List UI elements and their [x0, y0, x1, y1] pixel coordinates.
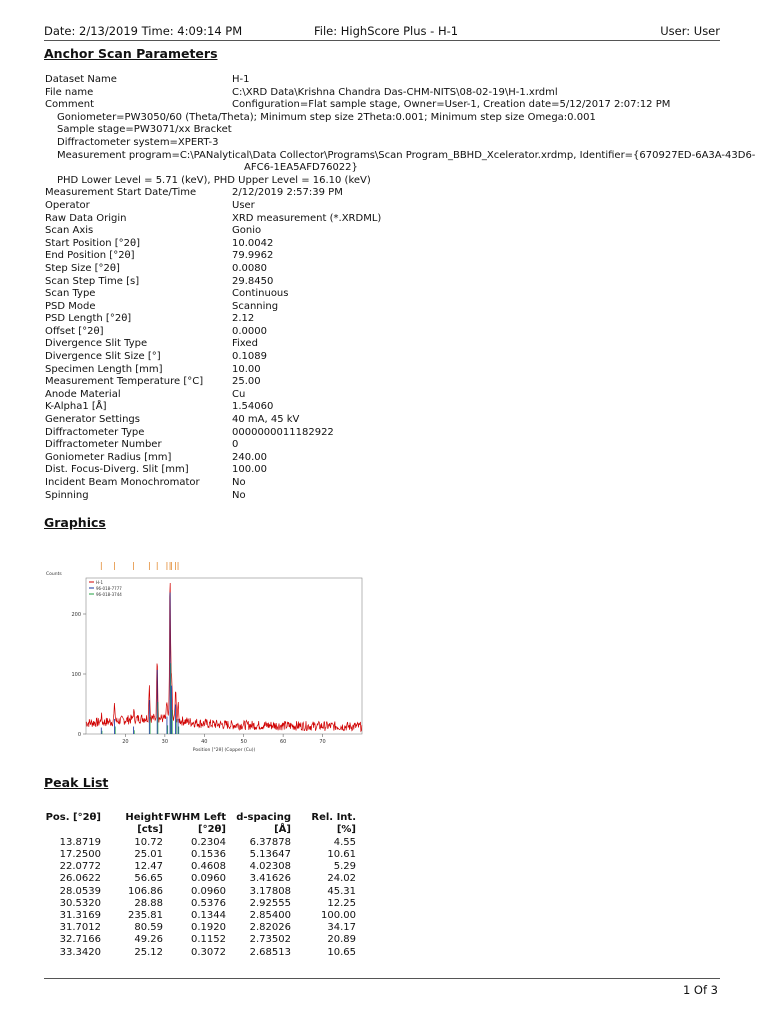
param-row [45, 276, 725, 289]
param-value: Scanning [232, 300, 279, 312]
peak-cell: 0.1920 [191, 922, 226, 934]
param-value: 25.00 [232, 376, 261, 388]
peak-cell: 0.1344 [191, 910, 226, 922]
page-number: 1 Of 3 [682, 983, 718, 997]
header-user: User: User [660, 24, 720, 38]
y-tick-label: 200 [71, 612, 81, 618]
comment-line: Measurement program=C:\PANalytical\Data Collector\Programs\Scan Program_BBHD_Xcelerator.xrdmp, Identifier={670927ED-6A3A-43D6- [57, 149, 756, 161]
peak-list [40, 812, 356, 959]
param-value: 10.0042 [232, 237, 274, 249]
param-row [45, 477, 725, 490]
param-key: Dist. Focus-Diverg. Slit [mm] [45, 464, 189, 476]
param-key: File name [45, 86, 94, 98]
comment-lines [45, 111, 756, 188]
peak-cell: 10.72 [134, 836, 163, 848]
peak-cell: 0.4608 [191, 861, 226, 873]
x-axis-label: Position [°2θ] (Copper (Cu)) [192, 748, 256, 753]
peak-header-relint: Rel. Int. [%] [311, 812, 356, 836]
param-key: K-Alpha1 [Å] [45, 401, 107, 413]
peak-cell: 49.26 [134, 934, 163, 946]
param-value: Continuous [232, 288, 289, 300]
peak-cell: 33.3420 [59, 946, 101, 958]
page-header [44, 24, 720, 40]
peak-cell: 0.5376 [191, 897, 226, 909]
peak-cell: 25.01 [134, 849, 163, 861]
param-value: 2/12/2019 2:57:39 PM [232, 187, 343, 199]
param-value: Configuration=Flat sample stage, Owner=User-1, Creation date=5/12/2017 2:07:12 PM [232, 99, 671, 111]
peak-cell: 32.7166 [59, 934, 101, 946]
peak-cell: 22.0772 [59, 861, 101, 873]
peak-row [40, 849, 356, 861]
peak-header-pos: Pos. [°2θ] [45, 812, 101, 823]
comment-line: PHD Lower Level = 5.71 (keV), PHD Upper Level = 16.10 (keV) [57, 174, 371, 186]
param-row [45, 427, 725, 440]
param-key: Divergence Slit Size [°] [45, 351, 161, 363]
param-row [45, 213, 725, 226]
peak-header-height: Height [cts] [125, 812, 163, 836]
param-value: 0000000011182922 [232, 426, 334, 438]
legend-label: H-1 [96, 580, 103, 585]
param-row [45, 364, 725, 377]
peak-cell: 10.65 [327, 946, 356, 958]
param-key: Divergence Slit Type [45, 338, 148, 350]
param-value: C:\XRD Data\Krishna Chandra Das-CHM-NITS\08-02-19\H-1.xrdml [232, 86, 558, 98]
param-key: Diffractometer Type [45, 426, 145, 438]
param-key: Measurement Start Date/Time [45, 187, 197, 199]
param-row [45, 74, 725, 87]
anchor-parameters [45, 74, 756, 502]
peak-cell: 31.3169 [59, 910, 101, 922]
peak-cell: 3.41626 [249, 873, 291, 885]
peak-cell: 13.8719 [59, 836, 101, 848]
peak-cell: 0.1536 [191, 849, 226, 861]
xrd-chart-svg [44, 560, 374, 760]
param-row [45, 250, 725, 263]
peak-cell: 28.0539 [59, 885, 101, 897]
header-file: File: HighScore Plus - H-1 [314, 24, 459, 38]
plot-frame [86, 578, 362, 734]
x-tick-label: 60 [279, 739, 287, 745]
peak-table [40, 812, 356, 959]
param-key: Operator [45, 199, 90, 211]
param-row [45, 401, 725, 414]
peak-cell: 80.59 [134, 922, 163, 934]
peak-cell: 2.85400 [249, 910, 291, 922]
peak-cell: 6.37878 [249, 836, 291, 848]
param-value: Fixed [232, 338, 258, 350]
section-anchor-title: Anchor Scan Parameters [44, 46, 218, 61]
peak-cell: 28.88 [134, 897, 163, 909]
x-tick-label: 70 [319, 739, 326, 745]
peak-cell: 10.61 [327, 849, 356, 861]
param-row [45, 238, 725, 251]
param-value: 1.54060 [232, 401, 274, 413]
y-tick-label: 0 [77, 732, 81, 738]
section-peaks-title: Peak List [44, 775, 109, 790]
param-key: PSD Mode [45, 300, 96, 312]
param-key: Specimen Length [mm] [45, 363, 163, 375]
param-row [45, 490, 725, 503]
peak-header-fwhm: FWHM Left [°2θ] [164, 812, 226, 836]
param-key: Raw Data Origin [45, 212, 127, 224]
param-key: Measurement Temperature [°C] [45, 376, 204, 388]
peak-cell: 12.47 [134, 861, 163, 873]
peak-cell: 4.02308 [249, 861, 291, 873]
peak-row [40, 922, 356, 934]
peak-cell: 25.12 [134, 946, 163, 958]
param-row [45, 389, 725, 402]
peak-cell: 0.2304 [191, 836, 226, 848]
param-key: Dataset Name [45, 74, 117, 85]
peak-cell: 5.29 [333, 861, 356, 873]
param-row [45, 225, 725, 238]
param-key: Anode Material [45, 388, 121, 400]
peak-cell: 2.73502 [249, 934, 291, 946]
peak-cell: 17.2500 [59, 849, 101, 861]
peak-cell: 4.55 [333, 836, 356, 848]
param-value: 0.1089 [232, 351, 267, 363]
peak-row [40, 934, 356, 946]
params-group-1 [45, 74, 725, 112]
header-rule [44, 40, 720, 41]
param-row [45, 452, 725, 465]
param-value: No [232, 477, 246, 488]
peak-header-dspacing: d-spacing [Å] [236, 812, 291, 836]
peak-header-row [40, 812, 356, 837]
params-group-2 [45, 187, 725, 502]
peak-table-body [40, 837, 356, 959]
param-key: Comment [45, 99, 94, 111]
peak-row [40, 873, 356, 885]
peak-cell: 56.65 [134, 873, 163, 885]
param-value: 240.00 [232, 451, 267, 463]
peak-cell: 26.0622 [59, 873, 101, 885]
peak-row [40, 837, 356, 849]
peak-cell: 30.5320 [59, 897, 101, 909]
param-value: XRD measurement (*.XRDML) [232, 212, 382, 224]
peak-cell: 0.0960 [191, 873, 226, 885]
param-row [45, 376, 725, 389]
peak-cell: 0.3072 [191, 946, 226, 958]
peak-cell: 12.25 [327, 897, 356, 909]
param-value: 29.8450 [232, 275, 274, 287]
x-tick-label: 50 [240, 739, 247, 745]
param-row [45, 326, 725, 339]
y-tick-label: 100 [71, 672, 81, 678]
param-value: Gonio [232, 225, 262, 237]
peak-row [40, 861, 356, 873]
param-row [45, 288, 725, 301]
y-axis-label: Counts [46, 572, 62, 577]
param-row [45, 313, 725, 326]
comment-line: Goniometer=PW3050/60 (Theta/Theta); Minimum step size 2Theta:0.001; Minimum step size Omega:0.001 [57, 111, 596, 123]
param-key: Incident Beam Monochromator [45, 477, 200, 488]
legend-label: 96-018-7777 [96, 586, 122, 591]
header-datetime: Date: 2/13/2019 Time: 4:09:14 PM [44, 24, 243, 38]
param-key: Generator Settings [45, 414, 140, 426]
param-row [45, 414, 725, 427]
param-row [45, 464, 725, 477]
param-row [45, 439, 725, 452]
param-row [45, 87, 725, 100]
param-row [45, 338, 725, 351]
section-graphics-title: Graphics [44, 515, 106, 530]
legend-label: 96-018-3744 [96, 592, 122, 597]
param-value: 100.00 [232, 464, 267, 476]
peak-cell: 2.68513 [249, 946, 291, 958]
param-value: 2.12 [232, 313, 255, 325]
param-value: No [232, 489, 246, 501]
param-key: Scan Axis [45, 225, 94, 237]
peak-cell: 106.86 [128, 885, 163, 897]
param-key: Scan Step Time [s] [45, 275, 140, 287]
param-key: PSD Length [°2θ] [45, 313, 132, 325]
param-key: Step Size [°2θ] [45, 262, 120, 274]
peak-cell: 3.17808 [249, 885, 291, 897]
peak-cell: 0.1152 [191, 934, 226, 946]
comment-line: AFC6-1EA5AFD76022} [244, 162, 358, 174]
comment-line: Sample stage=PW3071/xx Bracket [57, 124, 232, 136]
param-key: Start Position [°2θ] [45, 237, 141, 249]
param-row [45, 200, 725, 213]
peak-row [40, 910, 356, 922]
x-tick-label: 20 [122, 739, 129, 745]
param-row [45, 301, 725, 314]
peak-cell: 34.17 [327, 922, 356, 934]
peak-cell: 235.81 [128, 910, 163, 922]
param-key: Goniometer Radius [mm] [45, 451, 172, 463]
param-value: 0.0080 [232, 262, 267, 274]
param-row [45, 187, 725, 200]
param-value: Cu [232, 388, 246, 400]
x-tick-label: 40 [201, 739, 208, 745]
param-key: Scan Type [45, 288, 96, 300]
param-value: 0 [232, 439, 239, 451]
param-row [45, 351, 725, 364]
peak-row [40, 947, 356, 959]
x-tick-label: 30 [161, 739, 169, 745]
peak-cell: 24.02 [327, 873, 356, 885]
peak-cell: 45.31 [327, 885, 356, 897]
param-value: 0.0000 [232, 325, 267, 337]
peak-row [40, 886, 356, 898]
param-row [45, 263, 725, 276]
param-value: User [232, 199, 255, 211]
param-key: Spinning [45, 489, 89, 501]
peak-cell: 100.00 [321, 910, 356, 922]
param-key: Offset [°2θ] [45, 325, 104, 337]
param-row [45, 99, 725, 112]
footer-rule [44, 978, 720, 979]
xrd-chart [44, 560, 374, 760]
peak-row [40, 898, 356, 910]
param-key: Diffractometer Number [45, 439, 162, 451]
peak-cell: 2.92555 [249, 897, 291, 909]
peak-cell: 2.82026 [249, 922, 291, 934]
param-value: 10.00 [232, 363, 261, 375]
peak-cell: 0.0960 [191, 885, 226, 897]
peak-cell: 31.7012 [59, 922, 101, 934]
param-value: H-1 [232, 74, 250, 85]
peak-cell: 20.89 [327, 934, 356, 946]
param-value: 40 mA, 45 kV [232, 414, 300, 426]
param-value: 79.9962 [232, 250, 274, 262]
param-key: End Position [°2θ] [45, 250, 135, 262]
peak-cell: 5.13647 [249, 849, 291, 861]
comment-line: Diffractometer system=XPERT-3 [57, 136, 219, 148]
